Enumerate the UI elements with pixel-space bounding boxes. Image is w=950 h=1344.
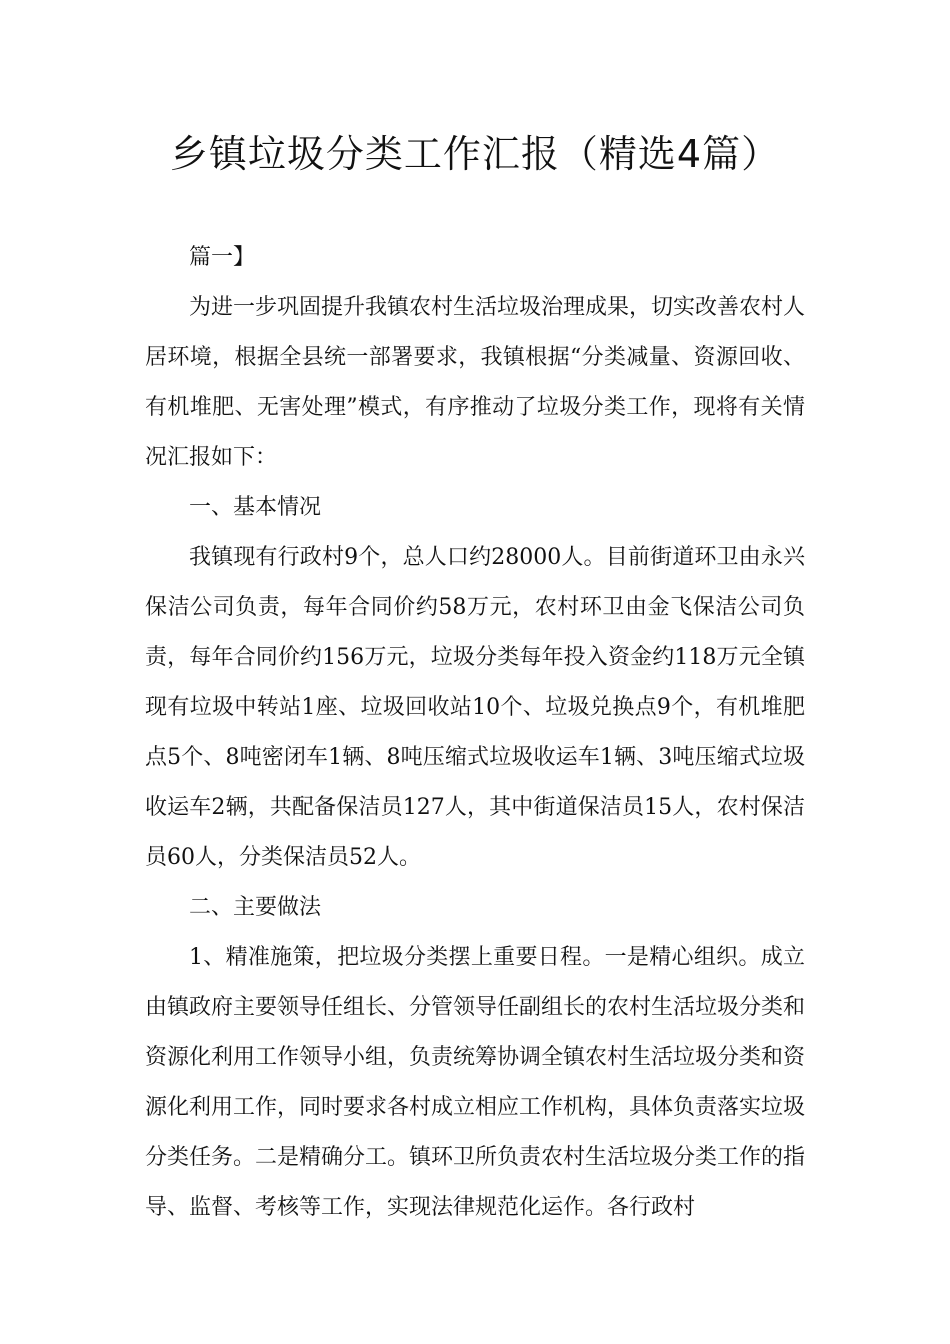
document-body bbox=[145, 233, 805, 1233]
document-title: 乡镇垃圾分类工作汇报（精选4篇） bbox=[169, 132, 781, 176]
intro-paragraph: 为进一步巩固提升我镇农村生活垃圾治理成果，切实改善农村人居环境，根据全县统一部署要求，我镇根据“分类减量、资源回收、有机堆肥、无害处理”模式，有序推动了垃圾分类工作，现将有关情况汇报如下： bbox=[145, 295, 806, 470]
heading-basic-situation: 一、基本情况 bbox=[189, 495, 322, 520]
basic-situation-paragraph: 我镇现有行政村9个，总人口约28000人。目前街道环卫由永兴保洁公司负责，每年合同价约58万元，农村环卫由金飞保洁公司负责，每年合同价约156万元，垃圾分类每年投入资金约118万元全镇现有垃圾中转站1座、垃圾回收站10个、垃圾兑换点9个，有机堆肥点5个、8吨密闭车1辆、8吨压缩式垃圾收运车1辆、3吨压缩式垃圾收运车2辆，共配备保洁员127人，其中街道保洁员15人，农村保洁员60人，分类保洁员52人。 bbox=[145, 545, 805, 870]
heading-main-practices: 二、主要做法 bbox=[189, 895, 322, 920]
section-label: 篇一】 bbox=[189, 245, 256, 270]
main-practices-paragraph: 1、精准施策，把垃圾分类摆上重要日程。一是精心组织。成立由镇政府主要领导任组长、分管领导任副组长的农村生活垃圾分类和资源化利用工作领导小组，负责统筹协调全镇农村生活垃圾分类和资源化利用工作，同时要求各村成立相应工作机构，具体负责落实垃圾分类任务。二是精确分工。镇环卫所负责农村生活垃圾分类工作的指导、监督、考核等工作，实现法律规范化运作。各行政村 bbox=[145, 945, 806, 1220]
